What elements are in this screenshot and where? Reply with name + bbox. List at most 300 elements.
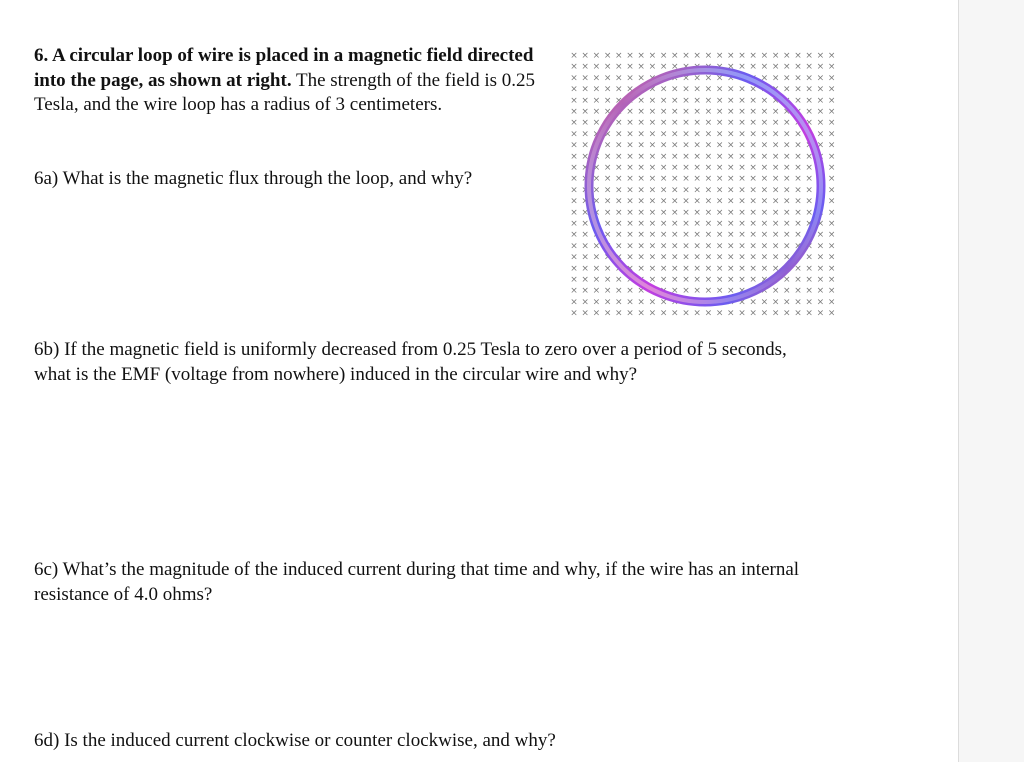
field-x-mark: × xyxy=(693,230,701,241)
field-x-mark: × xyxy=(794,185,802,196)
field-x-mark: × xyxy=(570,241,578,252)
field-x-mark: × xyxy=(682,51,690,61)
field-x-mark: × xyxy=(671,107,679,117)
field-x-mark: × xyxy=(637,241,645,252)
field-x-mark: × xyxy=(615,107,623,117)
field-x-mark: × xyxy=(682,163,690,173)
field-x-mark: × xyxy=(693,151,701,162)
field-x-mark: × xyxy=(637,140,645,151)
field-x-mark: × xyxy=(626,107,634,117)
field-x-mark: × xyxy=(794,207,802,218)
field-x-mark: × xyxy=(727,308,735,319)
field-x-mark: × xyxy=(581,308,589,319)
field-x-mark: × xyxy=(581,84,589,95)
field-x-mark: × xyxy=(603,84,612,95)
field-x-mark: × xyxy=(659,308,668,319)
field-x-mark: × xyxy=(794,118,802,129)
field-x-mark: × xyxy=(749,219,757,229)
field-x-mark: × xyxy=(581,62,589,73)
field-x-mark: × xyxy=(805,84,813,95)
field-x-mark: × xyxy=(704,107,713,117)
question-6-bold: 6. A circular loop of wire is placed in a magnetic field directed into the page, as shown at right. xyxy=(34,45,534,91)
field-x-mark: × xyxy=(626,151,634,162)
field-x-mark: × xyxy=(682,207,690,218)
field-x-mark: × xyxy=(715,84,724,95)
field-x-mark: × xyxy=(693,95,701,106)
field-x-mark: × xyxy=(727,230,735,241)
field-x-mark: × xyxy=(603,196,612,207)
field-x-mark: × xyxy=(771,151,780,162)
field-x-mark: × xyxy=(648,73,657,84)
field-x-mark: × xyxy=(760,151,769,162)
field-x-mark: × xyxy=(749,252,757,263)
field-x-mark: × xyxy=(749,174,757,185)
question-6-text: The strength of the field is 0.25 Tesla, and the wire loop has a radius of 3 centimeters. xyxy=(34,69,536,115)
field-x-mark: × xyxy=(592,174,601,185)
field-x-mark: × xyxy=(727,118,735,129)
field-x-mark: × xyxy=(805,252,813,263)
field-x-mark: × xyxy=(693,241,701,252)
field-x-mark: × xyxy=(603,308,612,319)
field-x-mark: × xyxy=(671,230,679,241)
field-x-mark: × xyxy=(760,219,769,229)
field-x-mark: × xyxy=(715,107,724,117)
field-x-mark: × xyxy=(570,95,578,106)
field-x-mark: × xyxy=(581,252,589,263)
field-x-mark: × xyxy=(727,129,735,140)
field-x-mark: × xyxy=(783,308,791,319)
field-x-mark: × xyxy=(783,219,791,229)
field-x-mark: × xyxy=(760,207,769,218)
field-x-mark: × xyxy=(715,308,724,319)
field-x-mark: × xyxy=(816,174,825,185)
field-x-mark: × xyxy=(693,84,701,95)
field-x-mark: × xyxy=(805,263,813,274)
field-x-mark: × xyxy=(715,163,724,173)
field-x-mark: × xyxy=(581,196,589,207)
field-x-mark: × xyxy=(671,275,679,285)
field-x-mark: × xyxy=(570,118,578,129)
question-6-intro xyxy=(34,44,554,118)
field-x-mark: × xyxy=(615,185,623,196)
magnetic-field-figure xyxy=(566,46,844,326)
field-x-mark: × xyxy=(615,129,623,140)
field-x-mark: × xyxy=(648,129,657,140)
field-x-mark: × xyxy=(715,241,724,252)
field-x-mark: × xyxy=(659,163,668,173)
field-x-mark: × xyxy=(682,140,690,151)
field-x-mark: × xyxy=(805,219,813,229)
field-x-mark: × xyxy=(704,129,713,140)
field-x-mark: × xyxy=(682,62,690,73)
field-x-mark: × xyxy=(659,107,668,117)
field-x-mark: × xyxy=(783,241,791,252)
field-x-mark: × xyxy=(760,308,769,319)
field-x-mark: × xyxy=(760,286,769,297)
field-x-mark: × xyxy=(603,207,612,218)
field-x-mark: × xyxy=(771,308,780,319)
field-x-mark: × xyxy=(603,163,612,173)
field-x-mark: × xyxy=(783,297,791,308)
field-x-mark: × xyxy=(771,207,780,218)
field-x-mark: × xyxy=(816,51,825,61)
field-x-mark: × xyxy=(816,241,825,252)
field-x-mark: × xyxy=(749,185,757,196)
field-x-mark: × xyxy=(783,84,791,95)
field-x-mark: × xyxy=(626,51,634,61)
field-x-mark: × xyxy=(570,51,578,61)
field-x-mark: × xyxy=(581,140,589,151)
field-x-mark: × xyxy=(816,73,825,84)
field-x-mark: × xyxy=(794,129,802,140)
field-x-mark: × xyxy=(827,252,836,263)
field-x-mark: × xyxy=(715,151,724,162)
field-x-mark: × xyxy=(648,140,657,151)
field-x-mark: × xyxy=(648,308,657,319)
field-x-mark: × xyxy=(637,207,645,218)
field-x-mark: × xyxy=(659,51,668,61)
field-x-mark: × xyxy=(715,219,724,229)
field-x-mark: × xyxy=(603,297,612,308)
field-x-mark: × xyxy=(671,308,679,319)
field-x-mark: × xyxy=(783,129,791,140)
field-x-mark: × xyxy=(581,118,589,129)
field-x-mark: × xyxy=(570,140,578,151)
field-x-mark: × xyxy=(749,62,757,73)
field-x-mark: × xyxy=(704,196,713,207)
field-x-mark: × xyxy=(727,174,735,185)
field-x-mark: × xyxy=(693,219,701,229)
field-x-mark: × xyxy=(693,73,701,84)
field-x-mark: × xyxy=(760,275,769,285)
field-x-mark: × xyxy=(783,185,791,196)
field-x-mark: × xyxy=(570,286,578,297)
field-x-mark: × xyxy=(648,252,657,263)
field-x-mark: × xyxy=(738,174,746,185)
field-x-mark: × xyxy=(771,252,780,263)
field-x-mark: × xyxy=(615,95,623,106)
field-x-mark: × xyxy=(603,219,612,229)
field-x-mark: × xyxy=(783,140,791,151)
field-x-mark: × xyxy=(682,252,690,263)
field-x-mark: × xyxy=(592,297,601,308)
field-x-mark: × xyxy=(626,207,634,218)
field-x-mark: × xyxy=(615,219,623,229)
field-x-mark: × xyxy=(794,84,802,95)
field-x-mark: × xyxy=(693,297,701,308)
field-x-mark: × xyxy=(671,151,679,162)
field-x-mark: × xyxy=(771,140,780,151)
field-x-mark: × xyxy=(659,252,668,263)
field-x-mark: × xyxy=(659,62,668,73)
field-x-mark: × xyxy=(727,140,735,151)
field-x-mark: × xyxy=(626,275,634,285)
field-x-mark: × xyxy=(783,73,791,84)
field-x-mark: × xyxy=(570,73,578,84)
field-x-mark: × xyxy=(704,73,713,84)
field-x-mark: × xyxy=(783,118,791,129)
field-x-mark: × xyxy=(570,219,578,229)
field-x-mark: × xyxy=(704,140,713,151)
field-x-mark: × xyxy=(805,151,813,162)
field-x-mark: × xyxy=(771,163,780,173)
field-x-mark: × xyxy=(738,241,746,252)
field-x-mark: × xyxy=(637,297,645,308)
field-x-mark: × xyxy=(637,163,645,173)
field-x-mark: × xyxy=(827,151,836,162)
field-x-mark: × xyxy=(626,308,634,319)
field-x-mark: × xyxy=(827,219,836,229)
field-x-mark: × xyxy=(816,129,825,140)
field-x-mark: × xyxy=(704,185,713,196)
field-x-mark: × xyxy=(637,107,645,117)
field-x-mark: × xyxy=(805,196,813,207)
field-x-mark: × xyxy=(570,230,578,241)
field-x-mark: × xyxy=(715,129,724,140)
field-x-mark: × xyxy=(603,286,612,297)
field-x-mark: × xyxy=(581,107,589,117)
field-x-mark: × xyxy=(659,185,668,196)
field-x-mark: × xyxy=(727,275,735,285)
field-x-mark: × xyxy=(704,118,713,129)
field-x-mark: × xyxy=(738,230,746,241)
field-x-mark: × xyxy=(771,95,780,106)
field-x-mark: × xyxy=(816,95,825,106)
field-x-mark: × xyxy=(592,185,601,196)
field-x-mark: × xyxy=(570,263,578,274)
field-x-mark: × xyxy=(783,174,791,185)
field-x-mark: × xyxy=(603,275,612,285)
field-x-mark: × xyxy=(749,308,757,319)
field-x-mark: × xyxy=(615,252,623,263)
field-x-mark: × xyxy=(693,163,701,173)
field-x-mark: × xyxy=(783,207,791,218)
field-x-mark: × xyxy=(816,263,825,274)
field-x-mark: × xyxy=(693,62,701,73)
field-x-mark: × xyxy=(827,118,836,129)
field-x-mark: × xyxy=(783,95,791,106)
field-x-mark: × xyxy=(581,73,589,84)
field-x-mark: × xyxy=(771,62,780,73)
field-x-mark: × xyxy=(794,73,802,84)
field-x-mark: × xyxy=(816,107,825,117)
field-x-mark: × xyxy=(581,163,589,173)
field-x-mark: × xyxy=(682,308,690,319)
field-x-mark: × xyxy=(648,297,657,308)
field-x-mark: × xyxy=(659,174,668,185)
field-x-mark: × xyxy=(794,308,802,319)
field-x-mark: × xyxy=(570,207,578,218)
field-x-mark: × xyxy=(626,185,634,196)
field-x-mark: × xyxy=(715,140,724,151)
field-x-mark: × xyxy=(592,207,601,218)
field-x-mark: × xyxy=(682,107,690,117)
field-x-mark: × xyxy=(827,163,836,173)
field-x-mark: × xyxy=(749,95,757,106)
field-x-mark: × xyxy=(626,163,634,173)
field-x-mark: × xyxy=(581,241,589,252)
field-x-mark: × xyxy=(581,219,589,229)
field-x-mark: × xyxy=(615,174,623,185)
field-x-mark: × xyxy=(727,84,735,95)
field-x-mark: × xyxy=(827,308,836,319)
field-x-mark: × xyxy=(760,62,769,73)
field-x-mark: × xyxy=(659,263,668,274)
field-x-mark: × xyxy=(715,118,724,129)
field-x-mark: × xyxy=(715,174,724,185)
field-x-mark: × xyxy=(783,163,791,173)
field-x-mark: × xyxy=(749,84,757,95)
field-x-mark: × xyxy=(637,196,645,207)
field-x-mark: × xyxy=(727,185,735,196)
field-x-mark: × xyxy=(805,207,813,218)
field-x-mark: × xyxy=(626,174,634,185)
field-x-mark: × xyxy=(738,129,746,140)
field-x-mark: × xyxy=(727,62,735,73)
field-x-mark: × xyxy=(659,129,668,140)
field-x-mark: × xyxy=(816,62,825,73)
field-x-mark: × xyxy=(771,174,780,185)
field-x-mark: × xyxy=(637,62,645,73)
field-x-mark: × xyxy=(771,84,780,95)
field-x-mark: × xyxy=(693,185,701,196)
field-x-mark: × xyxy=(626,286,634,297)
field-x-mark: × xyxy=(738,62,746,73)
field-x-mark: × xyxy=(771,297,780,308)
field-x-mark: × xyxy=(671,174,679,185)
field-x-mark: × xyxy=(659,297,668,308)
field-x-mark: × xyxy=(727,95,735,106)
field-x-mark: × xyxy=(603,107,612,117)
field-x-mark: × xyxy=(816,84,825,95)
field-x-mark: × xyxy=(682,129,690,140)
field-x-mark: × xyxy=(637,95,645,106)
field-x-mark: × xyxy=(738,51,746,61)
field-x-mark: × xyxy=(648,241,657,252)
field-x-mark: × xyxy=(648,51,657,61)
field-x-mark: × xyxy=(671,241,679,252)
field-x-mark: × xyxy=(715,62,724,73)
field-x-mark: × xyxy=(637,51,645,61)
field-x-mark: × xyxy=(749,118,757,129)
field-x-mark: × xyxy=(693,252,701,263)
field-x-mark: × xyxy=(626,252,634,263)
field-x-mark: × xyxy=(816,219,825,229)
field-x-mark: × xyxy=(615,207,623,218)
field-x-mark: × xyxy=(827,129,836,140)
field-x-mark: × xyxy=(727,107,735,117)
field-x-mark: × xyxy=(783,62,791,73)
field-x-mark: × xyxy=(704,174,713,185)
field-x-mark: × xyxy=(637,275,645,285)
field-x-mark: × xyxy=(749,140,757,151)
field-x-mark: × xyxy=(603,51,612,61)
field-x-mark: × xyxy=(738,308,746,319)
field-x-mark: × xyxy=(592,84,601,95)
field-x-mark: × xyxy=(704,286,713,297)
field-x-mark: × xyxy=(626,263,634,274)
field-x-mark: × xyxy=(827,230,836,241)
field-x-mark: × xyxy=(693,174,701,185)
field-x-mark: × xyxy=(794,196,802,207)
field-x-mark: × xyxy=(581,95,589,106)
field-x-mark: × xyxy=(749,297,757,308)
field-x-mark: × xyxy=(659,196,668,207)
field-x-mark: × xyxy=(648,151,657,162)
field-x-mark: × xyxy=(570,252,578,263)
field-x-mark: × xyxy=(760,252,769,263)
field-x-mark: × xyxy=(603,252,612,263)
question-6a: 6a) What is the magnetic flux through the loop, and why? xyxy=(34,168,473,189)
field-x-mark: × xyxy=(659,207,668,218)
field-x-mark: × xyxy=(704,84,713,95)
field-x-mark: × xyxy=(570,185,578,196)
field-x-mark: × xyxy=(783,151,791,162)
field-x-mark: × xyxy=(693,196,701,207)
field-x-mark: × xyxy=(615,163,623,173)
field-x-mark: × xyxy=(581,207,589,218)
field-x-mark: × xyxy=(671,297,679,308)
field-x-mark: × xyxy=(738,163,746,173)
field-x-mark: × xyxy=(592,263,601,274)
field-x-mark: × xyxy=(637,185,645,196)
field-x-mark: × xyxy=(570,297,578,308)
field-x-mark: × xyxy=(760,129,769,140)
field-x-mark: × xyxy=(615,51,623,61)
field-x-mark: × xyxy=(671,263,679,274)
field-x-mark: × xyxy=(738,151,746,162)
field-x-mark: × xyxy=(615,241,623,252)
field-x-mark: × xyxy=(783,275,791,285)
field-x-mark: × xyxy=(581,286,589,297)
field-x-mark: × xyxy=(704,308,713,319)
field-x-mark: × xyxy=(570,62,578,73)
field-x-mark: × xyxy=(603,129,612,140)
field-x-mark: × xyxy=(738,286,746,297)
field-x-mark: × xyxy=(581,174,589,185)
field-x-mark: × xyxy=(581,297,589,308)
field-x-mark: × xyxy=(693,308,701,319)
field-x-mark: × xyxy=(783,286,791,297)
field-x-mark: × xyxy=(648,62,657,73)
field-x-mark: × xyxy=(827,107,836,117)
field-x-mark: × xyxy=(771,129,780,140)
field-x-mark: × xyxy=(704,151,713,162)
field-x-mark: × xyxy=(771,275,780,285)
field-x-mark: × xyxy=(827,207,836,218)
field-x-mark: × xyxy=(805,185,813,196)
field-x-mark: × xyxy=(570,129,578,140)
field-x-mark: × xyxy=(827,297,836,308)
field-x-mark: × xyxy=(682,95,690,106)
field-x-mark: × xyxy=(615,308,623,319)
field-x-mark: × xyxy=(603,73,612,84)
field-x-mark: × xyxy=(615,263,623,274)
field-x-mark: × xyxy=(626,219,634,229)
field-x-mark: × xyxy=(592,196,601,207)
field-x-mark: × xyxy=(794,219,802,229)
field-x-mark: × xyxy=(693,286,701,297)
field-x-mark: × xyxy=(581,129,589,140)
field-x-mark: × xyxy=(715,73,724,84)
field-x-mark: × xyxy=(727,207,735,218)
field-x-mark: × xyxy=(626,241,634,252)
field-x-mark: × xyxy=(648,185,657,196)
field-x-mark: × xyxy=(704,207,713,218)
field-x-mark: × xyxy=(805,286,813,297)
field-x-mark: × xyxy=(771,107,780,117)
field-x-mark: × xyxy=(603,174,612,185)
